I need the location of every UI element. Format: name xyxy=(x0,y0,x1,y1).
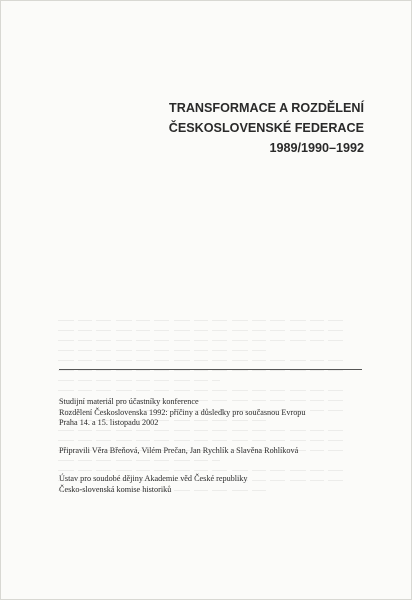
prepared-by xyxy=(59,446,374,457)
institution-line-1: Ústav pro soudobé dějiny Akademie věd České republiky xyxy=(59,473,248,483)
title-line-2: ČESKOSLOVENSKÉ FEDERACE xyxy=(168,121,364,135)
document-body xyxy=(59,397,374,495)
institution-info xyxy=(59,474,374,495)
institution-line-2: Česko-slovenská komise historiků xyxy=(59,484,172,494)
title-line-3: 1989/1990–1992 xyxy=(269,141,364,155)
document-title xyxy=(124,98,364,158)
conference-line-3: Praha 14. a 15. listopadu 2002 xyxy=(59,418,159,428)
conference-line-2: Rozdělení Československa 1992: příčiny a důsledky pro současnou Evropu xyxy=(59,407,306,417)
conference-info xyxy=(59,397,374,429)
conference-line-1: Studijní materiál pro účastníky konference xyxy=(59,397,199,406)
title-line-1: TRANSFORMACE A ROZDĚLENÍ xyxy=(169,101,364,115)
prepared-by-line: Připravili Věra Břeňová, Vilém Prečan, Jan Rychlík a Slavěna Rohlíková xyxy=(59,446,299,456)
horizontal-rule xyxy=(59,369,362,370)
